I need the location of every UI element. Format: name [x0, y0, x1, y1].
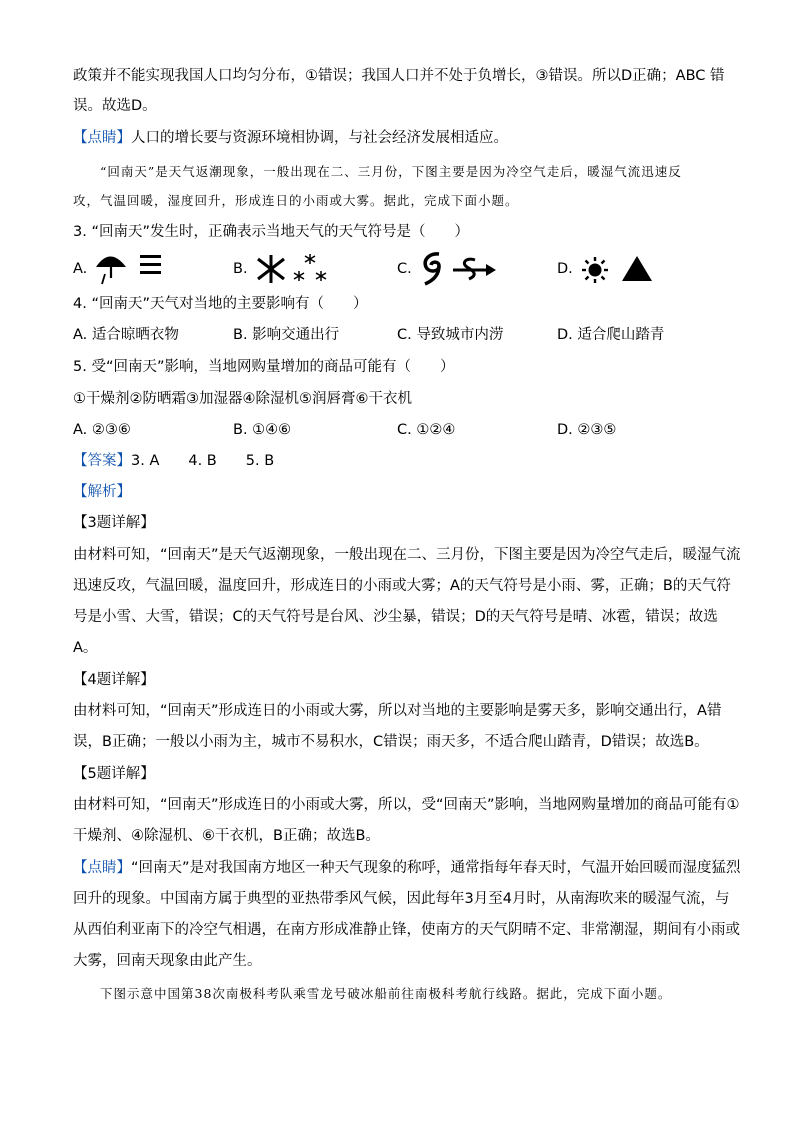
- note-2-line-3: 从西伯利亚南下的冷空气相遇，在南方形成准静止锋，使南方的天气阴晴不定、非常潮湿，期间有小雨或: [73, 922, 740, 938]
- answer-line: [73, 451, 274, 471]
- material-line-2: 攻，气温回暖，湿度回升，形成连日的小雨或大雾。据此，完成下面小题。: [73, 193, 519, 208]
- material-line-1: “回南天”是天气返潮现象，一般出现在二、三月份，下图主要是因为冷空气走后，暖湿气流迅速反: [100, 164, 682, 179]
- q3-option-d-label: D.: [557, 261, 573, 277]
- q5-option-c: C. ①②④: [397, 422, 456, 438]
- q3-option-b-label: B.: [233, 261, 248, 277]
- fog-icon: [138, 253, 164, 277]
- question-4-stem: 4. “回南天”天气对当地的主要影响有（ ）: [73, 296, 368, 312]
- detail-4-title: 【4题详解】: [73, 672, 155, 688]
- q5-option-d: D. ②③⑤: [557, 422, 617, 438]
- detail-3-line-4: A。: [73, 640, 98, 656]
- next-material: 下图示意中国第38次南极科考队乘雪龙号破冰船前往南极科考航行线路。据此，完成下面小题。: [100, 986, 672, 1001]
- q4-option-b: B. 影响交通出行: [233, 327, 340, 343]
- detail-3-line-3: 号是小雪、大雪，错误；C的天气符号是台风、沙尘暴，错误；D的天气符号是晴、冰雹，错误；故选: [73, 609, 718, 625]
- note-label: 【点睛】: [73, 130, 131, 146]
- detail-4-line-2: 误，B正确；一般以小雨为主，城市不易积水，C错误；雨天多，不适合爬山踏青，D错误；故选B。: [73, 734, 709, 750]
- q4-option-c: C. 导致城市内涝: [397, 327, 504, 343]
- analysis-label-text: 【解析】: [73, 484, 131, 500]
- detail-4-line-1: 由材料可知，“回南天”形成连日的小雨或大雾，所以对当地的主要影响是雾天多，影响交通出行，A错: [73, 703, 722, 719]
- sunny-icon: [581, 256, 609, 284]
- detail-3-title: 【3题详解】: [73, 515, 155, 531]
- note-2-label: 【点睛】: [73, 860, 131, 876]
- question-3-stem: 3. “回南天”发生时，正确表示当地天气的天气符号是（ ）: [73, 224, 469, 240]
- typhoon-icon: [418, 251, 448, 287]
- answer-text: 3. A 4. B 5. B: [131, 453, 275, 469]
- light-rain-icon: [93, 250, 133, 286]
- question-5-stem: 5. 受“回南天”影响，当地网购量增加的商品可能有（ ）: [73, 359, 455, 375]
- question-5-items: ①干燥剂②防晒霜③加湿器④除湿机⑤润唇膏⑥干衣机: [73, 391, 412, 407]
- hail-icon: [619, 254, 655, 284]
- heavy-snow-icon: [290, 253, 330, 285]
- detail-5-line-1: 由材料可知，“回南天”形成连日的小雨或大雾，所以，受“回南天”影响，当地网购量增加的商品可能有①: [73, 797, 740, 813]
- q5-option-a: A. ②③⑥: [73, 422, 131, 438]
- note-2-text-1: “回南天”是对我国南方地区一种天气现象的称呼，通常指每年春天时，气温开始回暖而湿度猛烈: [131, 860, 741, 876]
- analysis-label: [73, 482, 131, 502]
- prev-analysis-line-2: 误。故选D。: [73, 98, 157, 114]
- q3-option-c-label: C.: [397, 261, 412, 277]
- q5-option-b: B. ①④⑥: [233, 422, 292, 438]
- answer-label: 【答案】: [73, 453, 131, 469]
- prev-note: [73, 128, 508, 148]
- sandstorm-icon: [452, 256, 498, 284]
- detail-5-line-2: 干燥剂、④除湿机、⑥干衣机，B正确；故选B。: [73, 828, 380, 844]
- light-snow-icon: [254, 253, 288, 285]
- prev-analysis-line-1: 政策并不能实现我国人口均匀分布，①错误；我国人口并不处于负增长，③错误。所以D正确；ABC 错: [73, 68, 725, 84]
- note-2-line-4: 大雾，回南天现象由此产生。: [73, 953, 262, 969]
- detail-3-line-2: 迅速反攻，气温回暖，温度回升，形成连日的小雨或大雾；A的天气符号是小雨、雾，正确；B的天气符: [73, 578, 731, 594]
- detail-3-line-1: 由材料可知，“回南天”是天气返潮现象，一般出现在二、三月份，下图主要是因为冷空气走后，暖湿气流: [73, 547, 741, 563]
- note-2-line-1: [73, 858, 741, 878]
- q3-option-a-label: A.: [73, 261, 88, 277]
- note-2-line-2: 回升的现象。中国南方属于典型的亚热带季风气候，因此每年3月至4月时，从南海吹来的暖湿气流，与: [73, 891, 730, 907]
- note-text: 人口的增长要与资源环境相协调，与社会经济发展相适应。: [131, 130, 508, 146]
- q4-option-d: D. 适合爬山踏青: [557, 327, 665, 343]
- detail-5-title: 【5题详解】: [73, 766, 155, 782]
- q4-option-a: A. 适合晾晒衣物: [73, 327, 179, 343]
